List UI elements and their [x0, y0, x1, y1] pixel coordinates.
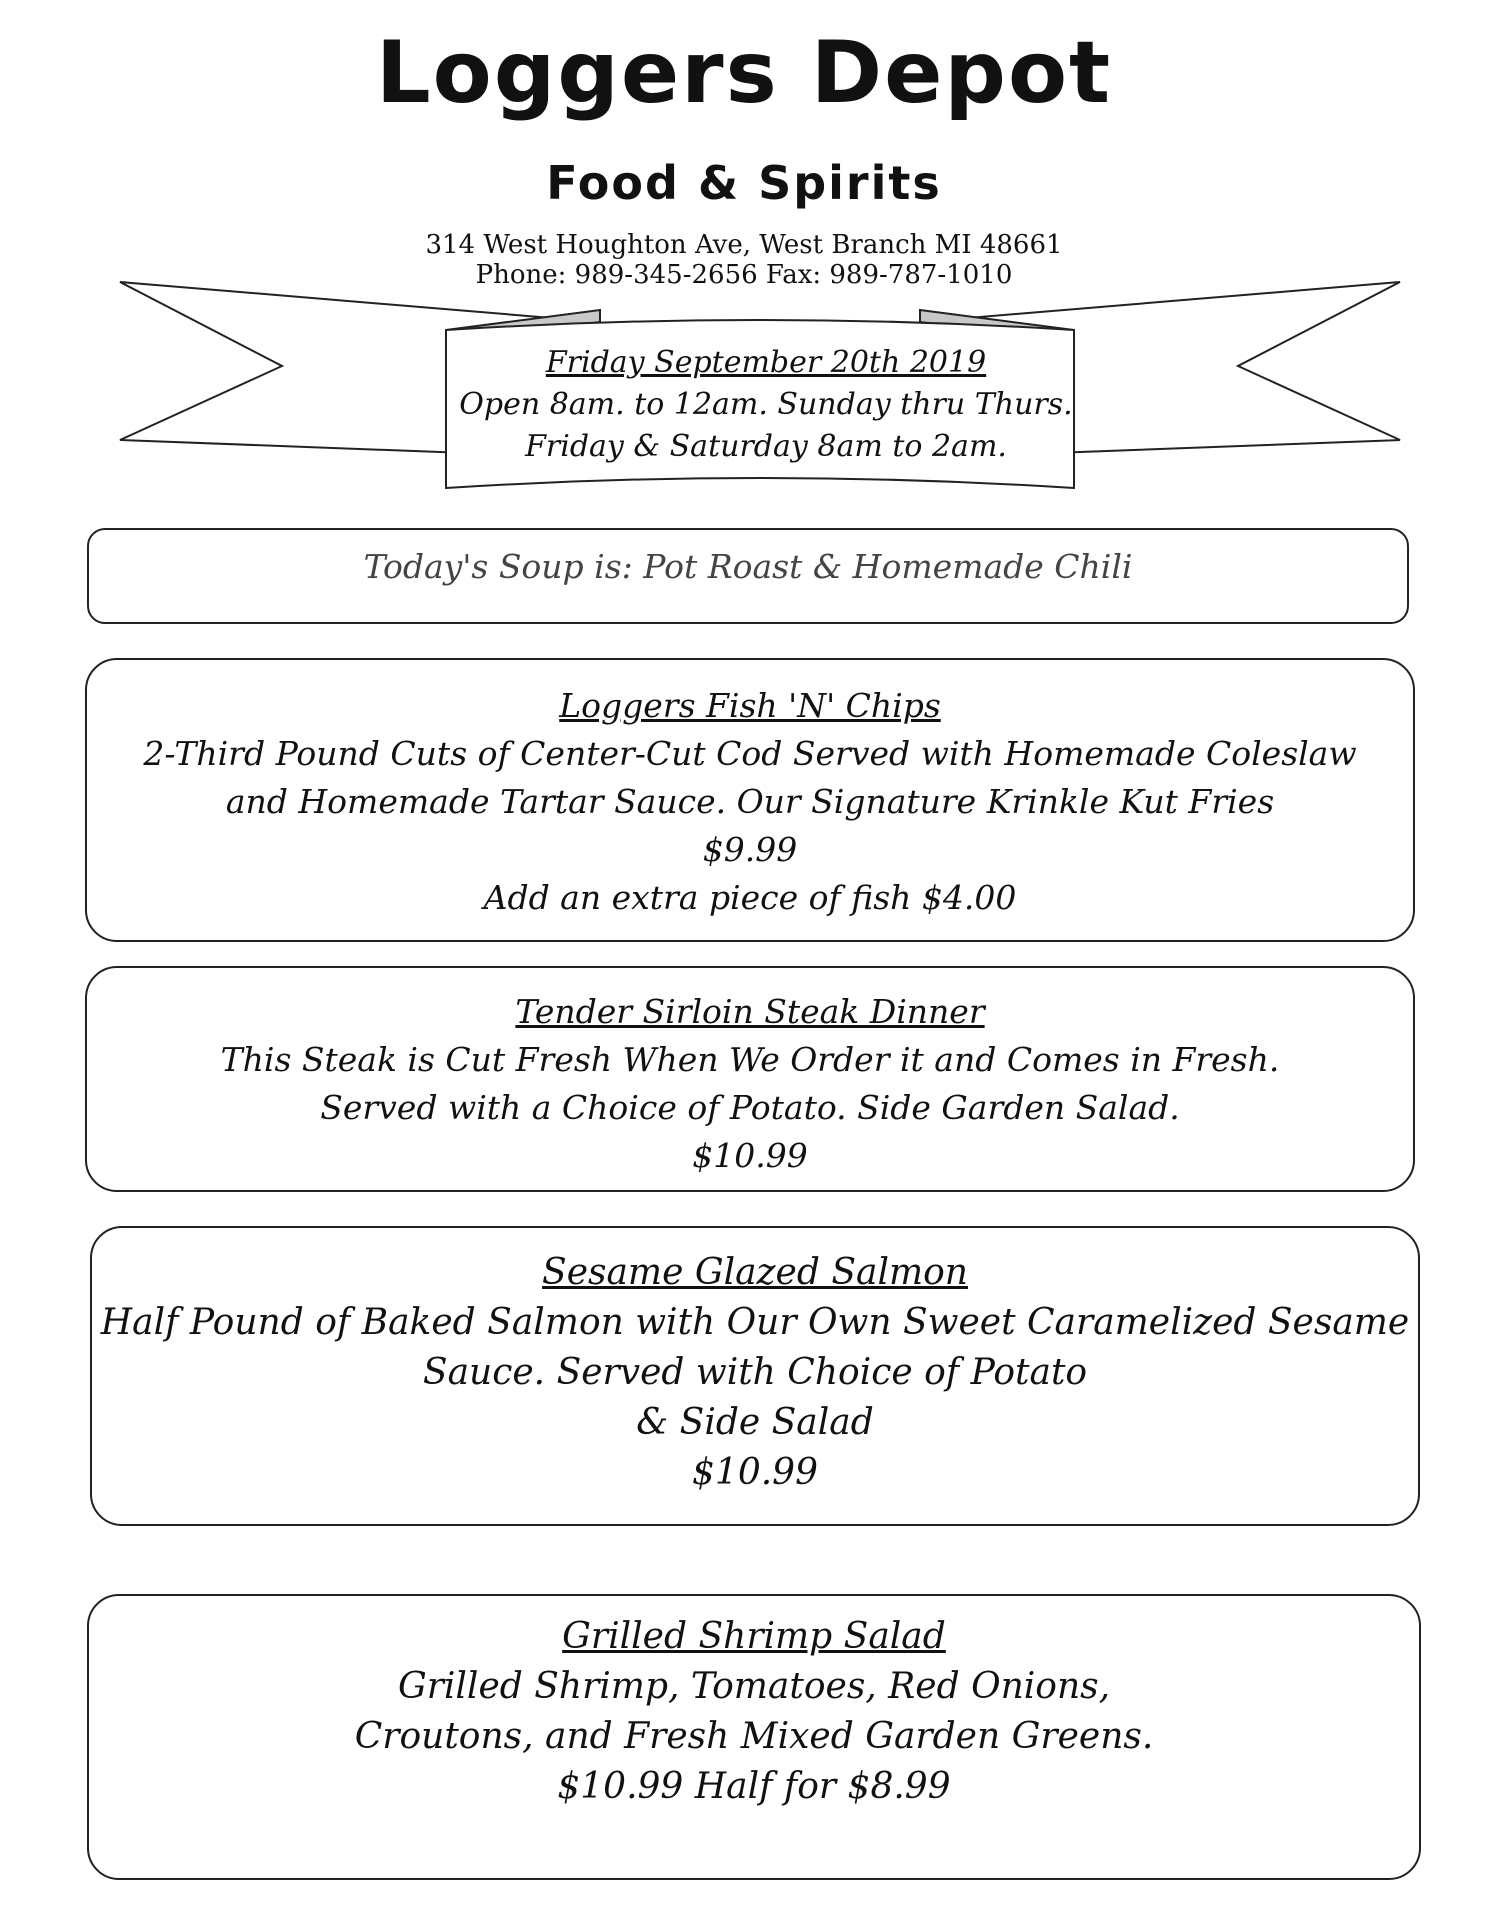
- special-description: & Side Salad: [636, 1402, 874, 1443]
- special-description: This Steak is Cut Fresh When We Order it and Comes in Fresh.: [220, 1040, 1280, 1079]
- special-title: Grilled Shrimp Salad: [562, 1616, 946, 1657]
- special-addon: Add an extra piece of fish $4.00: [483, 878, 1017, 917]
- special-shrimp-content: [87, 1612, 1421, 1812]
- hours-weekend: Friday & Saturday 8am to 2am.: [525, 429, 1007, 464]
- special-price: $9.99: [702, 830, 798, 869]
- special-salmon-content: [90, 1248, 1420, 1498]
- restaurant-tagline: Food & Spirits: [546, 156, 942, 210]
- special-description: Sauce. Served with Choice of Potato: [422, 1352, 1088, 1393]
- special-price: $10.99: [692, 1452, 818, 1493]
- menu-date: Friday September 20th 2019: [545, 345, 987, 380]
- restaurant-name: Loggers Depot: [375, 23, 1113, 123]
- contact-info: Phone: 989-345-2656 Fax: 989-787-1010: [475, 260, 1013, 290]
- special-description: Served with a Choice of Potato. Side Garden Salad.: [320, 1088, 1180, 1127]
- special-title: Loggers Fish 'N' Chips: [559, 686, 941, 725]
- address: 314 West Houghton Ave, West Branch MI 48661: [425, 230, 1063, 260]
- special-description: Half Pound of Baked Salmon with Our Own Sweet Caramelized Sesame: [100, 1302, 1410, 1343]
- soup-of-the-day: Today's Soup is: Pot Roast & Homemade Chili: [363, 547, 1133, 586]
- special-steak-content: [85, 988, 1415, 1180]
- special-description: Croutons, and Fresh Mixed Garden Greens.: [354, 1716, 1154, 1757]
- special-price: $10.99: [692, 1136, 808, 1175]
- special-description: 2-Third Pound Cuts of Center-Cut Cod Served with Homemade Coleslaw: [143, 734, 1357, 773]
- special-fish-content: [85, 682, 1415, 922]
- special-description: Grilled Shrimp, Tomatoes, Red Onions,: [397, 1666, 1111, 1707]
- hours-weekday: Open 8am. to 12am. Sunday thru Thurs.: [459, 387, 1073, 422]
- special-title: Tender Sirloin Steak Dinner: [515, 992, 985, 1031]
- special-description: and Homemade Tartar Sauce. Our Signature Krinkle Kut Fries: [225, 782, 1275, 821]
- special-price: $10.99 Half for $8.99: [557, 1766, 951, 1807]
- special-title: Sesame Glazed Salmon: [542, 1252, 968, 1293]
